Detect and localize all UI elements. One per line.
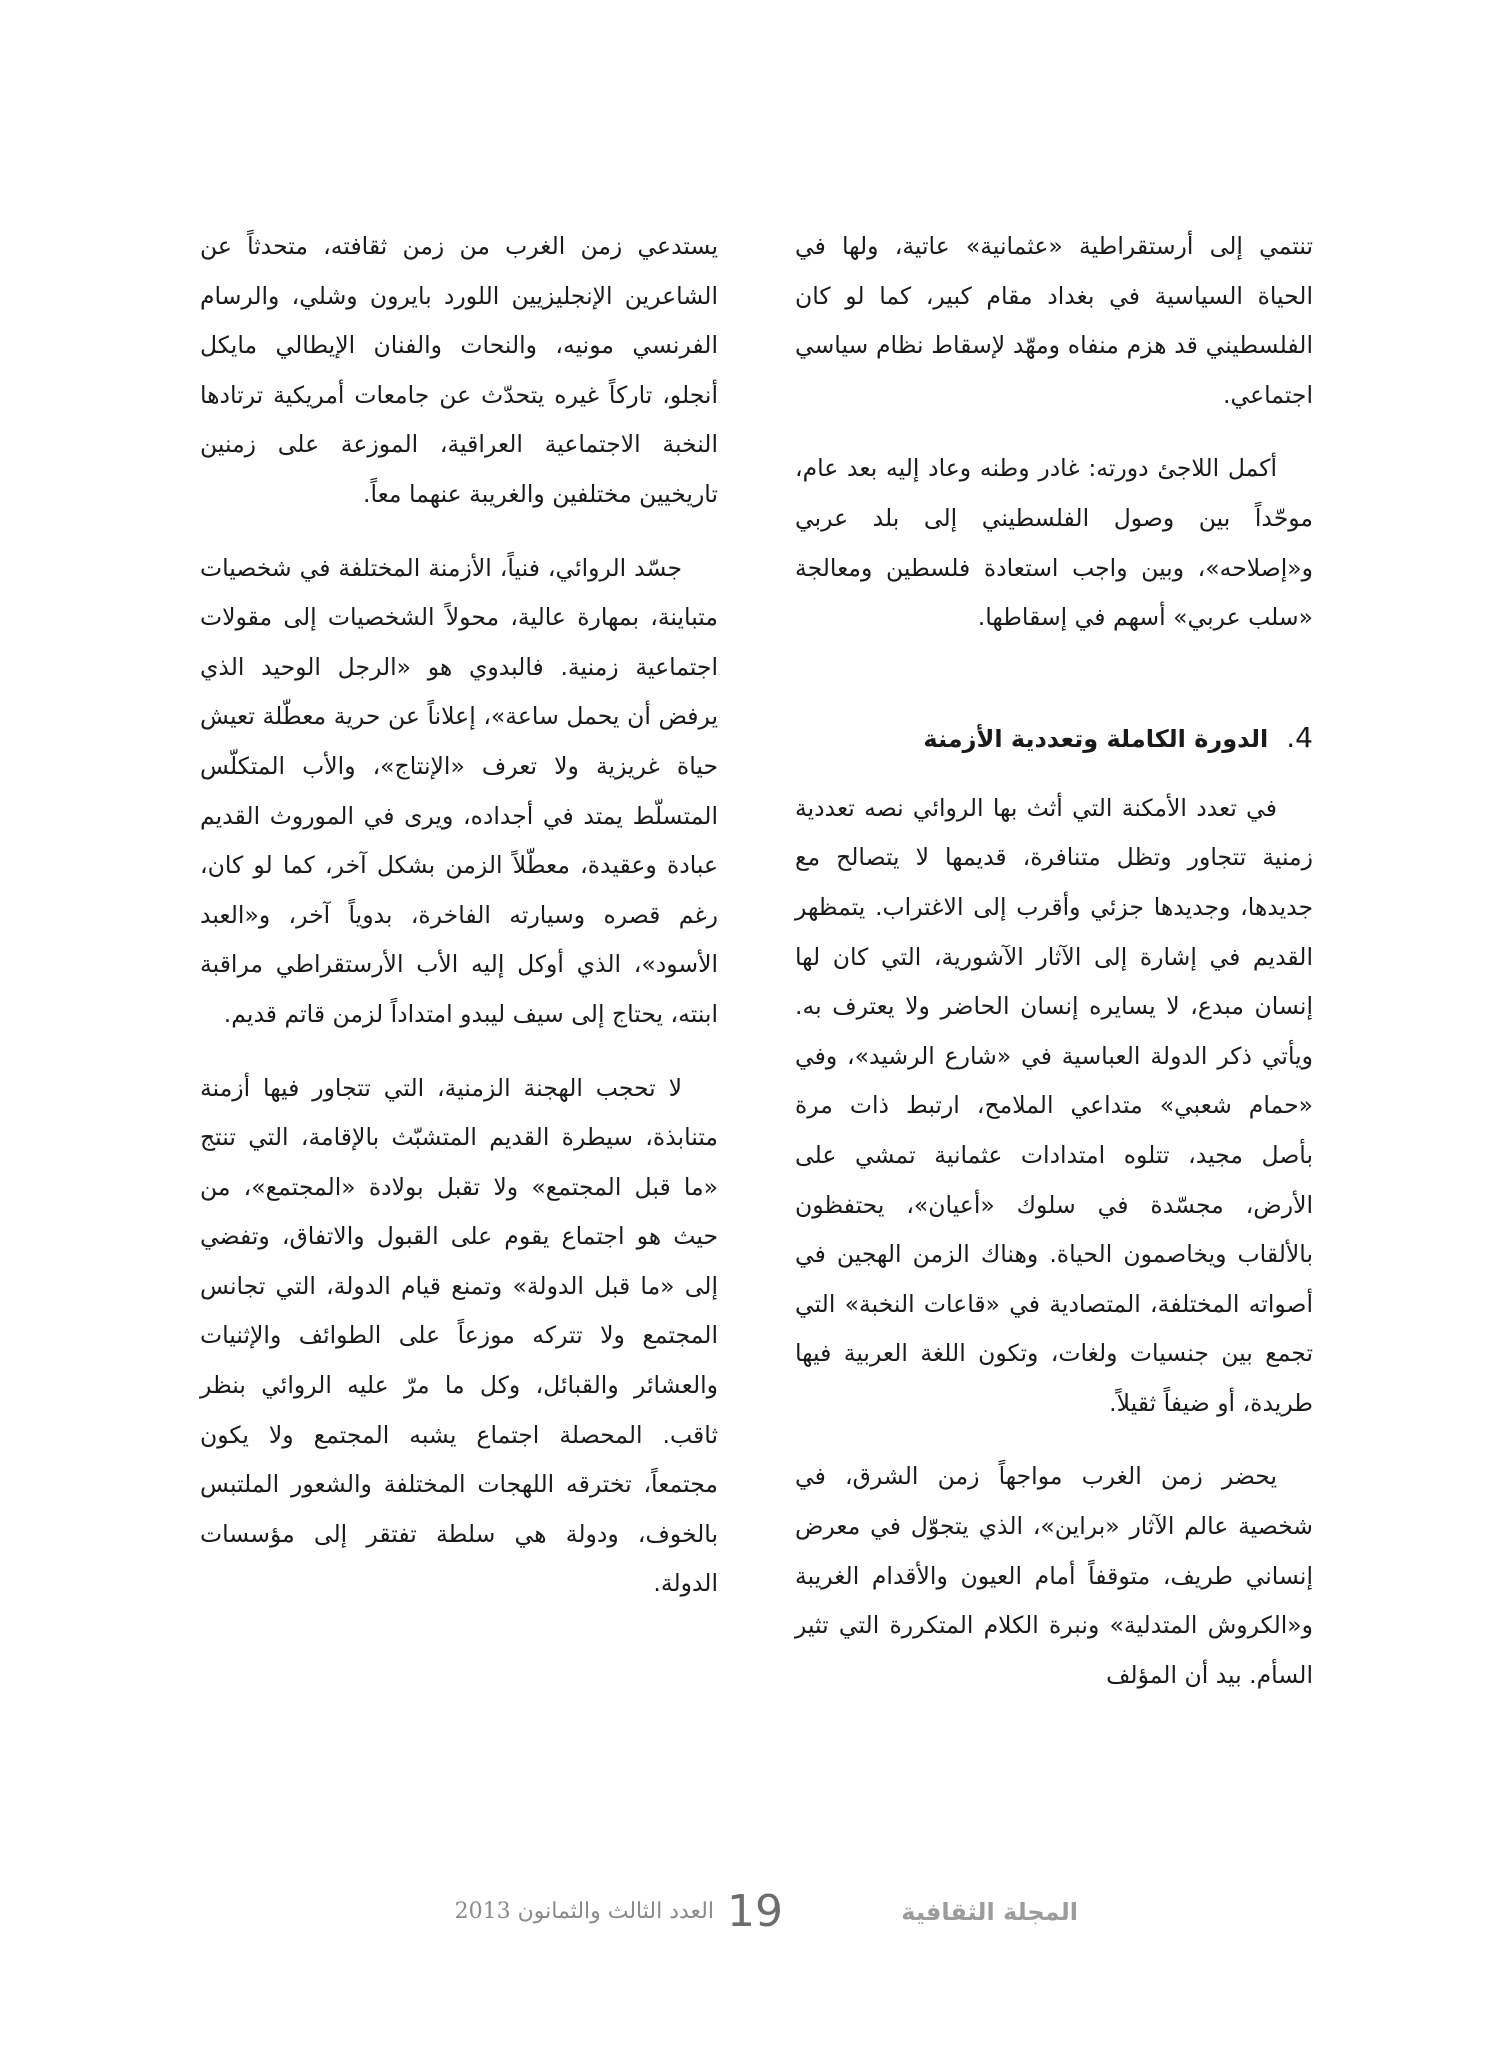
paragraph: أكمل اللاجئ دورته: غادر وطنه وعاد إليه بعد عام، موحّداً بين وصول الفلسطيني إلى بلد عربي و«إصلاحه»، وبين واجب استعادة فلسطين ومعالجة «سلب عربي» أسهم في إسقاطها. [795, 454, 1313, 632]
left-text-column [200, 222, 718, 1633]
paragraph: تنتمي إلى أرستقراطية «عثمانية» عاتية، ولها في الحياة السياسية في بغداد مقام كبير، كما لو كان الفلسطيني قد هزم منفاه ومهّد لإسقاط نظام سياسي اجتماعي. [795, 232, 1313, 409]
page-number: 19 [727, 1886, 783, 1937]
paragraph: يستدعي زمن الغرب من زمن ثقافته، متحدثاً عن الشاعرين الإنجليزيين اللورد بايرون وشلي، والرسام الفرنسي مونيه، والنحات والفنان الإيطالي مايكل أنجلو، تاركاً غيره يتحدّث عن جامعات أمريكية ترتادها النخبة الاجتماعية العراقية، الموزعة على زمنين تاريخيين مختلفين والغريبة عنهما معاً. [200, 232, 718, 508]
section-title: الدورة الكاملة وتعددية الأزمنة [923, 724, 1269, 753]
section-heading [795, 713, 1313, 764]
paragraph: في تعدد الأمكنة التي أثث بها الروائي نصه تعددية زمنية تتجاور وتظل متنافرة، قديمها لا يتصالح مع جديدها، وجديدها جزئي وأقرب إلى الاغتراب. يتمظهر القديم في إشارة إلى الآثار الآشورية، التي كان لها إنسان مبدع، لا يسايره إنسان الحاضر ولا يعترف به. ويأتي ذكر الدولة العباسية في «شارع الرشيد»، وفي «حمام شعبي» متداعي الملامح، ارتبط ذات مرة بأصل مجيد، تتلوه امتدادات عثمانية تمشي على الأرض، مجسّدة في سلوك «أعيان»، يحتفظون بالألقاب ويخاصمون الحياة. وهناك الزمن الهجين في أصواته المختلفة، المتصادية في «قاعات النخبة» التي تجمع بين جنسيات ولغات، وتكون اللغة العربية فيها طريدة، أو ضيفاً ثقيلاً. [795, 793, 1313, 1417]
section-number: 4. [1286, 720, 1313, 754]
page-footer [0, 1886, 1497, 1950]
paragraph: لا تحجب الهجنة الزمنية، التي تتجاور فيها أزمنة متنابذة، سيطرة القديم المتشبّث بالإقامة، التي تنتج «ما قبل المجتمع» ولا تقبل بولادة «المجتمع»، من حيث هو اجتماع يقوم على القبول والاتفاق، وتفضي إلى «ما قبل الدولة» وتمنع قيام الدولة، التي تجانس المجتمع ولا تتركه موزعاً على الطوائف والإثنيات والعشائر والقبائل، وكل ما مرّ عليه الروائي بنظر ثاقب. المحصلة اجتماع يشبه المجتمع ولا يكون مجتمعاً، تخترقه اللهجات المختلفة والشعور الملتبس بالخوف، ودولة هي سلطة تفتقر إلى مؤسسات الدولة. [200, 1073, 718, 1598]
issue-label: العدد الثالث والثمانون 2013 [454, 1899, 714, 1924]
paragraph: جسّد الروائي، فنياً، الأزمنة المختلفة في شخصيات متباينة، بمهارة عالية، محولاً الشخصيات إلى مقولات اجتماعية زمنية. فالبدوي هو «الرجل الوحيد الذي يرفض أن يحمل ساعة»، إعلاناً عن حرية معطّلة تعيش حياة غريزية ولا تعرف «الإنتاج»، والأب المتكلّس المتسلّط يمتد في أجداده، ويرى في الموروث القديم عبادة وعقيدة، معطّلاً الزمن بشكل آخر، كما لو كان، رغم قصره وسيارته الفاخرة، بدوياً آخر، و«العبد الأسود»، الذي أوكل إليه الأب الأرستقراطي مراقبة ابنته، يحتاج إلى سيف ليبدو امتداداً لزمن قاتم قديم. [200, 553, 718, 1028]
paragraph: يحضر زمن الغرب مواجهاً زمن الشرق، في شخصية عالم الآثار «براين»، الذي يتجوّل في معرض إنساني طريف، متوقفاً أمام العيون والأقدام الغريبة و«الكروش المتدلية» ونبرة الكلام المتكررة التي تثير السأم. بيد أن المؤلف [795, 1462, 1313, 1689]
right-text-column [795, 222, 1313, 1724]
magazine-name: المجلة الثقافية [901, 1898, 1078, 1926]
